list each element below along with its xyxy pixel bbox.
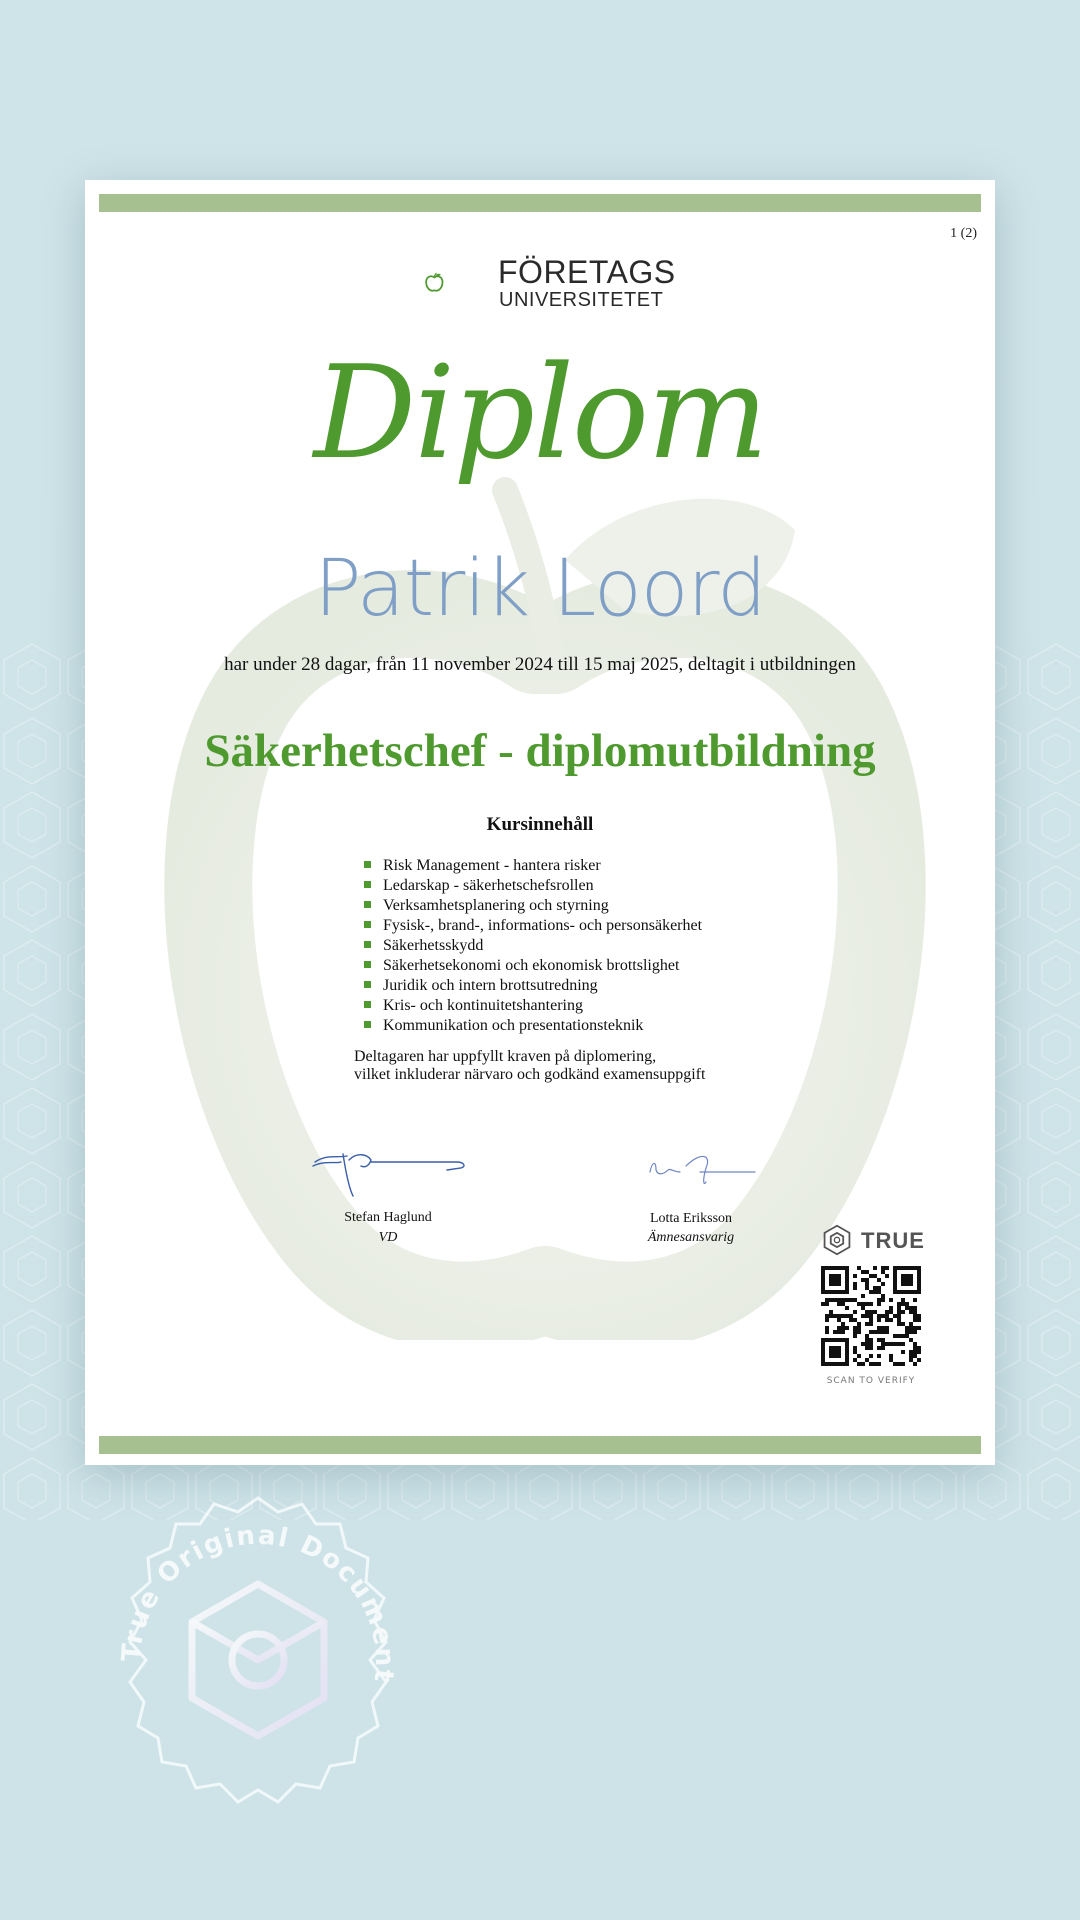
signer-role-2: Ämnesansvarig	[647, 1230, 735, 1245]
course-content-heading: Kursinnehåll	[486, 814, 594, 835]
top-green-band	[99, 194, 981, 212]
diploma-title: Diplom	[313, 339, 767, 488]
bullet-icon	[364, 921, 371, 928]
list-item: Ledarskap - säkerhetschefsrollen	[363, 876, 702, 896]
verification-qr-code[interactable]	[821, 1266, 921, 1366]
bullet-icon	[364, 981, 371, 988]
bullet-icon	[364, 1001, 371, 1008]
scan-to-verify-label: SCAN TO VERIFY	[826, 1376, 916, 1386]
list-item: Kris- och kontinuitetshantering	[363, 996, 702, 1016]
list-item: Säkerhetsekonomi och ekonomisk brottslighet	[363, 956, 702, 976]
list-item: Kommunikation och presentationsteknik	[363, 1016, 702, 1036]
bullet-icon	[364, 941, 371, 948]
bullet-icon	[364, 901, 371, 908]
bullet-icon	[364, 881, 371, 888]
completion-note-line1: Deltagaren har uppfyllt kraven på diplomering,	[354, 1048, 657, 1065]
org-name-line2: UNIVERSITETET	[499, 289, 664, 311]
diploma-document	[85, 180, 995, 1465]
signer-name-2: Lotta Eriksson	[649, 1211, 733, 1226]
true-brand-label: TRUE	[861, 1228, 925, 1253]
bullet-icon	[364, 961, 371, 968]
seal-text: True Original Document	[116, 1520, 400, 1686]
true-original-document-seal-icon	[88, 1492, 428, 1832]
completion-note-line2: vilket inkluderar närvaro och godkänd examensuppgift	[354, 1066, 706, 1083]
list-item: Fysisk-, brand-, informations- och personsäkerhet	[363, 916, 702, 936]
org-name-line1: FÖRETAGS	[498, 254, 676, 290]
list-item: Verksamhetsplanering och styrning	[363, 896, 702, 916]
recipient-name: Patrik Loord	[314, 544, 766, 634]
foretagsuniversitetet-apple-logo-icon	[425, 248, 495, 318]
course-content-list	[363, 856, 702, 1036]
list-item: Risk Management - hantera risker	[363, 856, 702, 876]
bottom-green-band	[99, 1436, 981, 1454]
signature-lotta-eriksson	[640, 1142, 760, 1192]
list-item: Säkerhetsskydd	[363, 936, 702, 956]
intro-text: har under 28 dagar, från 11 november 2024 till 15 maj 2025, deltagit i utbildningen	[224, 654, 856, 675]
bullet-icon	[364, 1021, 371, 1028]
signer-name-1: Stefan Haglund	[344, 1210, 432, 1225]
course-title: Säkerhetschef - diplomutbildning	[204, 725, 876, 777]
true-hexagon-icon	[821, 1224, 853, 1256]
list-item: Juridik och intern brottsutredning	[363, 976, 702, 996]
completion-note	[354, 1048, 705, 1084]
signature-stefan-haglund	[307, 1140, 477, 1200]
signer-role-1: VD	[378, 1230, 398, 1245]
bullet-icon	[364, 861, 371, 868]
page-number: 1 (2)	[950, 226, 977, 241]
